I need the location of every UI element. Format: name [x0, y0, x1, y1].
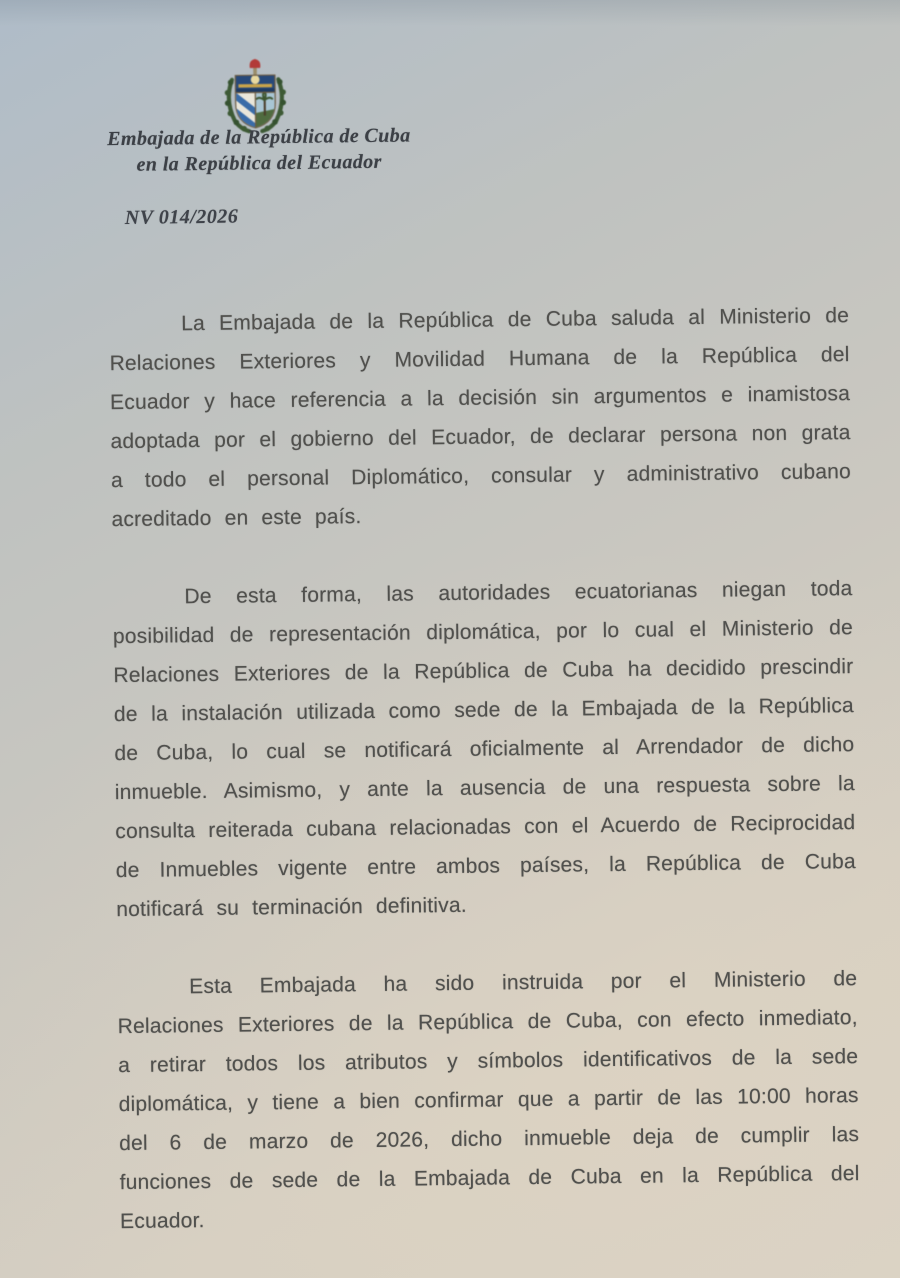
embassy-name-line2: en la República del Ecuador [136, 150, 382, 176]
note-paragraph-2: De esta forma, las autoridades ecuatorianas niegan toda posibilidad de representación diplomática, por lo cual el Ministerio de Relaciones Exteriores de la República de Cuba ha decidido prescindir de la instalación utilizada como sede de la Embajada de la República de Cuba, lo cual se notificará oficialmente al Arrendador de dicho inmueble. Asimismo, y ante la ausencia de una respuesta sobre la consulta reiterada cubana relacionadas con el Acuerdo de Reciprocidad de Inmuebles vigente entre ambos países, la República de Cuba notificará su terminación definitiva. [112, 577, 856, 922]
note-paragraph-1: La Embajada de la República de Cuba saluda al Ministerio de Relaciones Exteriores y Movilidad Humana de la República del Ecuador y hace referencia a la decisión sin argumentos e inamistosa adoptada por el gobierno del Ecuador, de declarar persona non grata a todo el personal Diplomático, consular y administrativo cubano acreditado en este país. [109, 304, 852, 532]
note-reference-number: NV 014/2026 [124, 205, 239, 229]
embassy-name-line1: Embajada de la República de Cuba [107, 124, 411, 151]
note-paragraph-3: Esta Embajada ha sido instruida por el Ministerio de Relaciones Exteriores de la República de Cuba, con efecto inmediato, a retirar todos los atributos y símbolos identificativos de la sede diplomática, y tiene a bien confirmar que a partir de las 10:00 horas del 6 de marzo de 2026, dicho inmueble deja de cumplir las funciones de sede de la Embajada de Cuba en la República del Ecuador. [117, 967, 860, 1234]
note-body [109, 296, 861, 1278]
embassy-name [64, 122, 455, 179]
